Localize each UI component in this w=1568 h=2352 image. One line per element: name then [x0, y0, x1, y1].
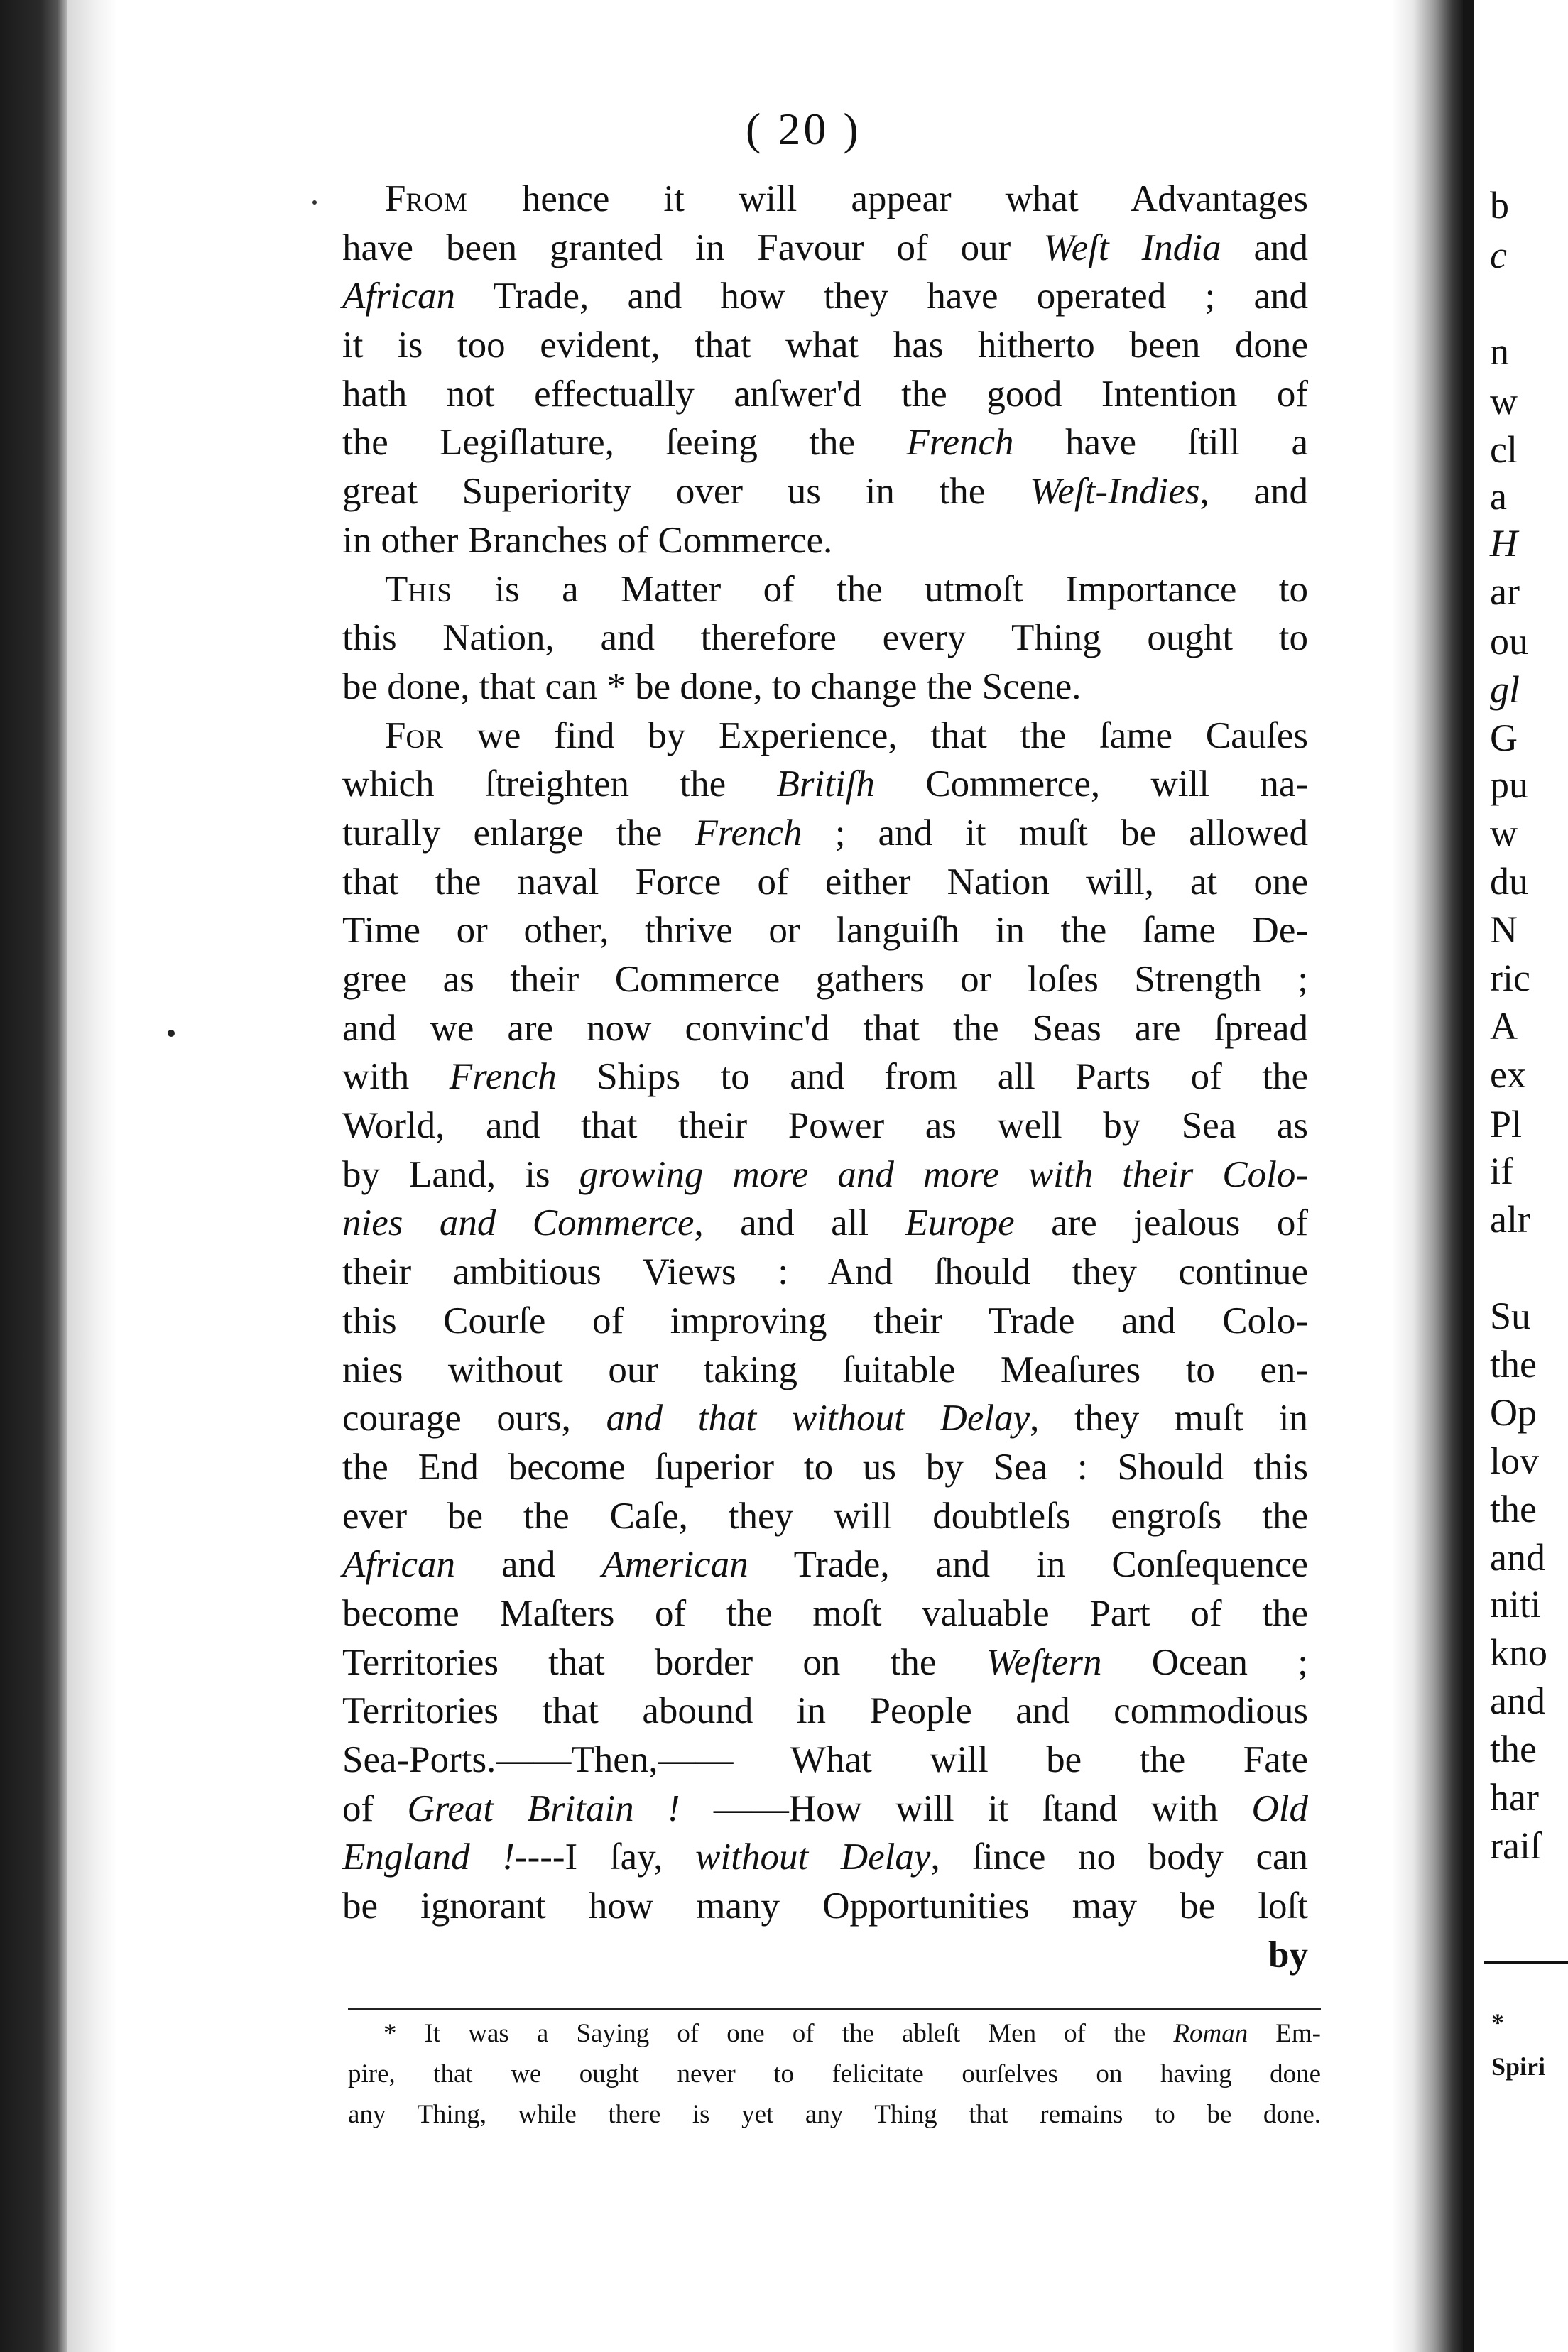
next-page-line: du	[1490, 860, 1528, 903]
text-line: with French Ships to and from all Parts of the	[342, 1056, 1308, 1098]
next-page-line: w	[1490, 812, 1518, 854]
text-line: this Nation, and therefore every Thing ought to	[342, 617, 1308, 659]
next-page-line: Pl	[1490, 1103, 1523, 1145]
text-line: hath not effectually anſwer'd the good Intention of	[342, 373, 1308, 415]
next-page-line: gl	[1490, 668, 1520, 711]
text-line: the Legiſlature, ſeeing the French have ſtill a	[342, 422, 1308, 464]
text-line: Territories that abound in People and commodious	[342, 1690, 1308, 1732]
body-text	[342, 175, 1308, 1979]
text-line: nies without our taking ſuitable Meaſures to en-	[342, 1349, 1308, 1390]
next-page-line: ou	[1490, 620, 1528, 663]
text-line: become Maſters of the moſt valuable Part of the	[342, 1592, 1308, 1634]
left-gutter	[0, 0, 67, 2352]
next-page-line: lov	[1490, 1439, 1540, 1482]
book-spine	[1392, 0, 1463, 2352]
text-line: which ſtreighten the Britiſh Commerce, will na-	[342, 763, 1308, 805]
next-page-line: n	[1490, 330, 1509, 373]
book-spine-edge	[1463, 0, 1474, 2352]
next-page-line: N	[1490, 908, 1518, 951]
next-page-line: b	[1490, 184, 1509, 227]
text-line: the End become ſuperior to us by Sea : Should this	[342, 1446, 1308, 1488]
next-page-line: A	[1490, 1005, 1518, 1047]
footnote-line: pire, that we ought never to felicitate ourſelves on having done	[348, 2059, 1321, 2089]
text-line: England !----I ſay, without Delay, ſince no body can	[342, 1836, 1309, 1878]
next-page-line: and	[1490, 1679, 1545, 1722]
text-line: it is too evident, that what has hitherto been done	[342, 325, 1308, 366]
text-line: This is a Matter of the utmoſt Importance to	[385, 568, 1308, 610]
next-page-line: the	[1490, 1728, 1537, 1770]
ink-speck	[168, 1030, 175, 1037]
ink-speck	[312, 200, 317, 205]
text-line: African and American Trade, and in Conſequence	[342, 1544, 1308, 1586]
text-line: nies and Commerce, and all Europe are jealous of	[342, 1202, 1308, 1244]
next-page-line: raiſ	[1490, 1824, 1541, 1867]
text-line: courage ours, and that without Delay, they muſt in	[342, 1398, 1309, 1439]
text-line: of Great Britain ! ——How will it ſtand with Old	[342, 1787, 1308, 1829]
text-line: by Land, is growing more and more with their Colo-	[342, 1153, 1308, 1195]
text-line: gree as their Commerce gathers or loſes Strength ;	[342, 959, 1308, 1000]
next-page-line: cl	[1490, 428, 1518, 471]
next-page-footnote-line: *	[1491, 2008, 1504, 2037]
next-page-line: alr	[1490, 1198, 1530, 1241]
next-page-line: har	[1490, 1776, 1539, 1819]
left-page-shadow	[67, 0, 117, 2352]
text-line: have been granted in Favour of our Weſt India and	[342, 227, 1308, 268]
next-page-line: H	[1490, 522, 1518, 565]
catchword: by	[1268, 1934, 1308, 1976]
next-page-line: Op	[1490, 1391, 1537, 1434]
next-page-line: the	[1490, 1343, 1537, 1385]
next-page-line: a	[1490, 475, 1507, 518]
next-page-line: w	[1490, 380, 1518, 423]
next-page-line: kno	[1490, 1631, 1547, 1674]
text-line: World, and that their Power as well by Sea as	[342, 1105, 1308, 1147]
next-page-line: the	[1490, 1488, 1537, 1530]
text-line: Time or other, thrive or languiſh in the ſame De-	[342, 910, 1308, 952]
footnote	[348, 2013, 1321, 2135]
next-page-line: c	[1490, 234, 1507, 276]
text-line: turally enlarge the French ; and it muſt be allowed	[342, 812, 1308, 854]
next-page-fragment	[1474, 0, 1568, 2352]
next-page-line: ric	[1490, 957, 1530, 999]
text-line: From hence it will appear what Advantages	[385, 178, 1308, 219]
text-line: be ignorant how many Opportunities may be loſt	[342, 1885, 1308, 1927]
next-page-line: G	[1490, 717, 1518, 759]
text-line: their ambitious Views : And ſhould they continue	[342, 1251, 1308, 1293]
text-line: Territories that border on the Weſtern Ocean ;	[342, 1641, 1308, 1683]
next-page-footnote-rule	[1484, 1961, 1568, 1964]
next-page-line: ex	[1490, 1053, 1526, 1096]
text-line: ever be the Caſe, they will doubtleſs engroſs the	[342, 1495, 1308, 1537]
next-page-line: ar	[1490, 570, 1520, 613]
text-line: be done, that can * be done, to change the Scene.	[342, 665, 1082, 707]
next-page-line: and	[1490, 1536, 1545, 1579]
page-number: ( 20 )	[746, 104, 861, 154]
text-line: that the naval Force of either Nation will, at one	[342, 861, 1308, 903]
text-line: For we find by Experience, that the ſame Cauſes	[385, 714, 1308, 756]
text-line: in other Branches of Commerce.	[342, 519, 833, 561]
next-page-line: niti	[1490, 1583, 1542, 1626]
next-page-line: pu	[1490, 763, 1528, 806]
footnote-line: any Thing, while there is yet any Thing that remains to be done.	[348, 2100, 1321, 2129]
footnote-rule	[348, 2008, 1321, 2010]
footnote-line: * It was a Saying of one of the ableſt Men of the Roman Em-	[383, 2019, 1322, 2048]
next-page-footnote-line: Spiri	[1491, 2052, 1546, 2081]
text-line: this Courſe of improving their Trade and Colo-	[342, 1300, 1308, 1341]
next-page-line: if	[1490, 1150, 1513, 1192]
text-line: great Superiority over us in the Weſt-Indies, and	[342, 471, 1309, 513]
text-line: and we are now convinc'd that the Seas are ſpread	[342, 1007, 1308, 1049]
text-line: African Trade, and how they have operated ; and	[342, 276, 1308, 317]
text-line: Sea-Ports.——Then,—— What will be the Fate	[342, 1739, 1308, 1780]
next-page-line: Su	[1490, 1295, 1531, 1337]
